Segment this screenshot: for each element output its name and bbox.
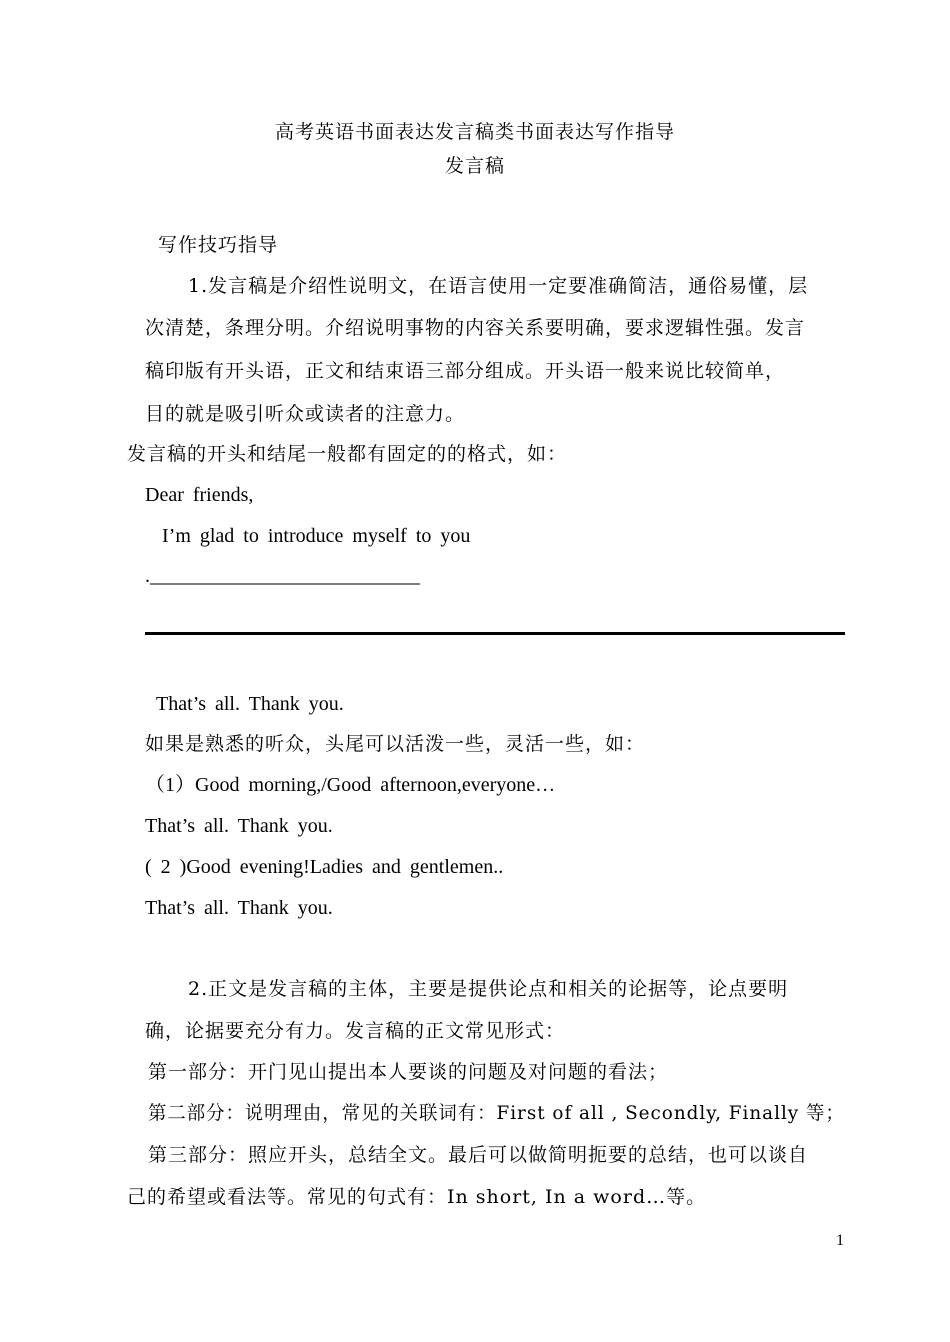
paragraph-line: 1.发言稿是介绍性说明文，在语言使用一定要准确简洁，通俗易懂，层 bbox=[188, 275, 809, 297]
example-closing: That’s all. Thank you. bbox=[156, 693, 344, 715]
paragraph-line: 确，论据要充分有力。发言稿的正文常见形式： bbox=[145, 1020, 566, 1042]
example-line: That’s all. Thank you. bbox=[145, 897, 333, 919]
page-number: 1 bbox=[836, 1232, 844, 1249]
section-heading: 写作技巧指导 bbox=[158, 234, 279, 256]
paragraph-line: 目的就是吸引听众或读者的注意力。 bbox=[145, 403, 466, 425]
part-line: 第一部分：开门见山提出本人要谈的问题及对问题的看法； bbox=[148, 1061, 669, 1083]
paragraph-line: 次清楚，条理分明。介绍说明事物的内容关系要明确，要求逻辑性强。发言 bbox=[145, 317, 806, 339]
document-subtitle: 发言稿 bbox=[444, 155, 505, 177]
example-line: （1）Good morning,/Good afternoon,everyone… bbox=[145, 774, 556, 796]
example-line: I’m glad to introduce myself to you bbox=[162, 525, 471, 547]
paragraph-line: 2.正文是发言稿的主体，主要是提供论点和相关的论据等，论点要明 bbox=[188, 978, 789, 1000]
familiar-intro: 如果是熟悉的听众，头尾可以活泼一些，灵活一些，如： bbox=[145, 733, 646, 755]
part-line: 第二部分：说明理由，常见的关联词有：First of all , Secondly, Finally 等； bbox=[148, 1102, 845, 1124]
example-line: ( 2 )Good evening!Ladies and gentlemen.. bbox=[145, 856, 504, 878]
part-line: 己的希望或看法等。常见的句式有：In short, In a word…等。 bbox=[127, 1186, 707, 1208]
document-title: 高考英语书面表达发言稿类书面表达写作指导 bbox=[274, 121, 675, 143]
horizontal-rule bbox=[145, 632, 845, 635]
example-line: That’s all. Thank you. bbox=[145, 815, 333, 837]
part-line: 第三部分：照应开头，总结全文。最后可以做简明扼要的总结，也可以谈自 bbox=[148, 1144, 809, 1166]
format-intro: 发言稿的开头和结尾一般都有固定的的格式，如： bbox=[127, 443, 568, 465]
example-greeting: Dear friends, bbox=[145, 484, 254, 506]
example-blank: .___________________________ bbox=[145, 565, 420, 587]
paragraph-line: 稿印版有开头语，正文和结束语三部分组成。开头语一般来说比较简单， bbox=[145, 360, 786, 382]
